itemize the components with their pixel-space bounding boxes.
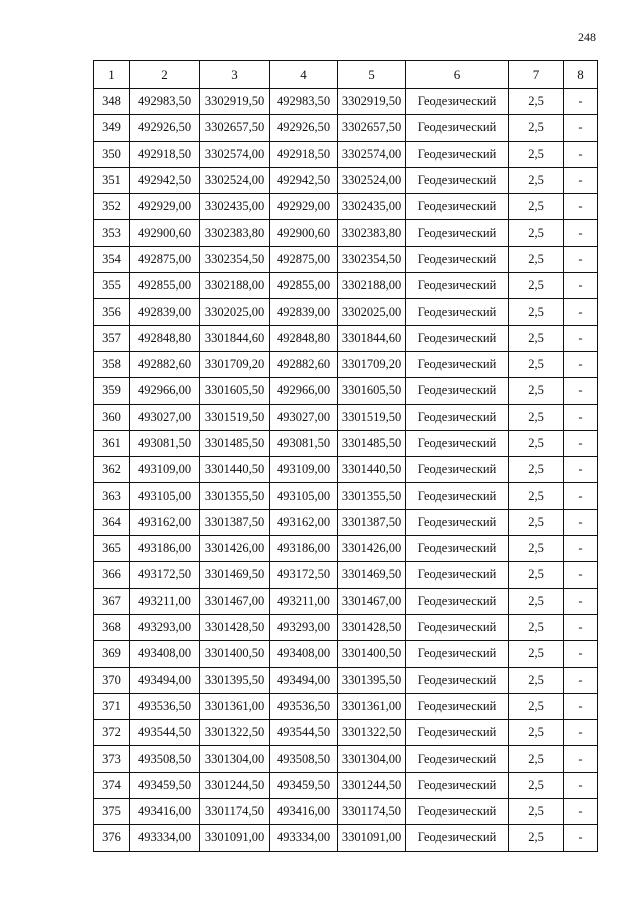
table-cell: 3301485,50 [338, 430, 406, 456]
table-cell: - [564, 457, 598, 483]
table-cell: 364 [94, 509, 130, 535]
table-cell: 493334,00 [130, 825, 200, 851]
table-row [94, 562, 598, 588]
table-cell: 493508,50 [270, 746, 338, 772]
table-cell: 493536,50 [130, 693, 200, 719]
table-cell: 2,5 [509, 483, 564, 509]
table-cell: 2,5 [509, 562, 564, 588]
table-cell: 493186,00 [270, 536, 338, 562]
table-cell: 492875,00 [130, 246, 200, 272]
table-cell: 2,5 [509, 325, 564, 351]
table-cell: 3301322,50 [200, 720, 270, 746]
table-cell: 2,5 [509, 351, 564, 377]
column-header: 1 [94, 61, 130, 89]
table-cell: - [564, 562, 598, 588]
table-cell: 493186,00 [130, 536, 200, 562]
table-cell: 358 [94, 351, 130, 377]
table-cell: 3301091,00 [200, 825, 270, 851]
table-cell: 492966,00 [270, 378, 338, 404]
table-cell: 3301519,50 [200, 404, 270, 430]
table-cell: 2,5 [509, 220, 564, 246]
table-cell: 493416,00 [270, 799, 338, 825]
table-row [94, 220, 598, 246]
table-row [94, 457, 598, 483]
table-cell: 366 [94, 562, 130, 588]
table-cell: 3301605,50 [338, 378, 406, 404]
table-cell: Геодезический [406, 115, 509, 141]
table-cell: 3301467,00 [200, 588, 270, 614]
table-cell: 3301485,50 [200, 430, 270, 456]
table-cell: 2,5 [509, 693, 564, 719]
table-cell: 2,5 [509, 746, 564, 772]
table-cell: 493162,00 [270, 509, 338, 535]
table-cell: 2,5 [509, 509, 564, 535]
table-cell: 2,5 [509, 194, 564, 220]
table-cell: 3301844,60 [200, 325, 270, 351]
table-cell: - [564, 404, 598, 430]
table-cell: - [564, 772, 598, 798]
table-cell: 493162,00 [130, 509, 200, 535]
table-cell: 3302574,00 [200, 141, 270, 167]
table-header [94, 61, 598, 89]
table-row [94, 693, 598, 719]
table-row [94, 430, 598, 456]
table-cell: - [564, 799, 598, 825]
table-cell: Геодезический [406, 720, 509, 746]
column-header: 8 [564, 61, 598, 89]
table-row [94, 89, 598, 115]
table-cell: 2,5 [509, 246, 564, 272]
table-row [94, 483, 598, 509]
table-cell: 2,5 [509, 536, 564, 562]
table-row [94, 825, 598, 851]
table-cell: 3302354,50 [338, 246, 406, 272]
table-cell: 349 [94, 115, 130, 141]
table-cell: Геодезический [406, 641, 509, 667]
table-cell: 3302574,00 [338, 141, 406, 167]
table-cell: 493494,00 [270, 667, 338, 693]
table-row [94, 509, 598, 535]
table-cell: 493211,00 [130, 588, 200, 614]
table-cell: - [564, 273, 598, 299]
table-cell: Геодезический [406, 667, 509, 693]
table-cell: 365 [94, 536, 130, 562]
table-cell: Геодезический [406, 825, 509, 851]
table-cell: 3302435,00 [200, 194, 270, 220]
table-cell: 361 [94, 430, 130, 456]
table-cell: 2,5 [509, 273, 564, 299]
table-cell: 3301355,50 [338, 483, 406, 509]
table-row [94, 273, 598, 299]
table-cell: 3302383,80 [338, 220, 406, 246]
table-cell: - [564, 115, 598, 141]
table-cell: 492875,00 [270, 246, 338, 272]
table-cell: 2,5 [509, 404, 564, 430]
table-row [94, 115, 598, 141]
table-cell: 493459,50 [270, 772, 338, 798]
table-cell: - [564, 483, 598, 509]
table-cell: Геодезический [406, 167, 509, 193]
table-cell: 3301387,50 [338, 509, 406, 535]
table-cell: 3301091,00 [338, 825, 406, 851]
table-cell: 350 [94, 141, 130, 167]
table-row [94, 720, 598, 746]
table-cell: 2,5 [509, 799, 564, 825]
table-row [94, 167, 598, 193]
column-header: 2 [130, 61, 200, 89]
table-cell: 493081,50 [270, 430, 338, 456]
table-cell: 492882,60 [130, 351, 200, 377]
table-cell: 492918,50 [270, 141, 338, 167]
table-cell: - [564, 246, 598, 272]
table-cell: 3302524,00 [200, 167, 270, 193]
table-cell: 370 [94, 667, 130, 693]
table-cell: 3301395,50 [200, 667, 270, 693]
table-cell: Геодезический [406, 457, 509, 483]
table-body [94, 89, 598, 852]
table-cell: Геодезический [406, 325, 509, 351]
table-cell: Геодезический [406, 404, 509, 430]
table-cell: 492848,80 [130, 325, 200, 351]
table-cell: 2,5 [509, 115, 564, 141]
table-cell: 492839,00 [130, 299, 200, 325]
table-cell: 3301304,00 [338, 746, 406, 772]
table-cell: 2,5 [509, 167, 564, 193]
table-cell: Геодезический [406, 378, 509, 404]
table-cell: 375 [94, 799, 130, 825]
table-cell: 2,5 [509, 299, 564, 325]
table-row [94, 246, 598, 272]
table-cell: 492929,00 [270, 194, 338, 220]
table-row [94, 799, 598, 825]
table-cell: 3302025,00 [200, 299, 270, 325]
table-cell: 3301387,50 [200, 509, 270, 535]
page-number: 248 [578, 30, 596, 44]
table-cell: - [564, 141, 598, 167]
table-cell: 3301355,50 [200, 483, 270, 509]
table-cell: - [564, 351, 598, 377]
table-cell: 493081,50 [130, 430, 200, 456]
table-cell: - [564, 378, 598, 404]
table-cell: 493172,50 [270, 562, 338, 588]
table-cell: - [564, 693, 598, 719]
table-cell: 492942,50 [130, 167, 200, 193]
table-row [94, 588, 598, 614]
table-row [94, 614, 598, 640]
table-cell: - [564, 641, 598, 667]
table-cell: 372 [94, 720, 130, 746]
table-cell: 493293,00 [130, 614, 200, 640]
table-cell: 493508,50 [130, 746, 200, 772]
table-cell: 492900,60 [130, 220, 200, 246]
table-cell: 3301174,50 [200, 799, 270, 825]
table-cell: 3301361,00 [200, 693, 270, 719]
table-cell: 3301709,20 [200, 351, 270, 377]
table-cell: 3302188,00 [338, 273, 406, 299]
table-cell: Геодезический [406, 483, 509, 509]
table-cell: 492855,00 [270, 273, 338, 299]
table-cell: 2,5 [509, 378, 564, 404]
table-cell: 493494,00 [130, 667, 200, 693]
table-cell: 376 [94, 825, 130, 851]
table-cell: 3302657,50 [338, 115, 406, 141]
table-cell: - [564, 588, 598, 614]
table-cell: 492942,50 [270, 167, 338, 193]
table-cell: 492900,60 [270, 220, 338, 246]
table-cell: Геодезический [406, 746, 509, 772]
table-cell: 492929,00 [130, 194, 200, 220]
table-cell: Геодезический [406, 693, 509, 719]
table-cell: 3302919,50 [200, 89, 270, 115]
table-cell: 3302919,50 [338, 89, 406, 115]
table-cell: 2,5 [509, 825, 564, 851]
table-cell: 3302188,00 [200, 273, 270, 299]
column-header: 4 [270, 61, 338, 89]
table-cell: 493459,50 [130, 772, 200, 798]
table-cell: Геодезический [406, 141, 509, 167]
table-cell: Геодезический [406, 299, 509, 325]
table-cell: Геодезический [406, 614, 509, 640]
table-cell: 493109,00 [270, 457, 338, 483]
table-cell: 2,5 [509, 457, 564, 483]
table-cell: 362 [94, 457, 130, 483]
table-cell: 363 [94, 483, 130, 509]
table-cell: 3302383,80 [200, 220, 270, 246]
table-cell: 355 [94, 273, 130, 299]
table-cell: 369 [94, 641, 130, 667]
table-cell: 492983,50 [270, 89, 338, 115]
table-cell: Геодезический [406, 273, 509, 299]
table-row [94, 299, 598, 325]
table-header-row [94, 61, 598, 89]
table-cell: 492882,60 [270, 351, 338, 377]
table-cell: 493027,00 [270, 404, 338, 430]
table-cell: 493416,00 [130, 799, 200, 825]
table-cell: - [564, 194, 598, 220]
table-cell: 354 [94, 246, 130, 272]
table-cell: Геодезический [406, 194, 509, 220]
table-cell: 3302524,00 [338, 167, 406, 193]
table-row [94, 141, 598, 167]
table-cell: - [564, 536, 598, 562]
table-cell: 2,5 [509, 430, 564, 456]
table-cell: 3301440,50 [338, 457, 406, 483]
table-cell: 2,5 [509, 667, 564, 693]
table-cell: - [564, 167, 598, 193]
table-row [94, 194, 598, 220]
table-cell: 3301428,50 [338, 614, 406, 640]
table-cell: - [564, 746, 598, 772]
table-cell: 493544,50 [130, 720, 200, 746]
table-cell: 356 [94, 299, 130, 325]
table-cell: - [564, 614, 598, 640]
table-cell: 3301400,50 [338, 641, 406, 667]
table-cell: 3301400,50 [200, 641, 270, 667]
table-cell: 492918,50 [130, 141, 200, 167]
table-cell: - [564, 720, 598, 746]
table-cell: 3301440,50 [200, 457, 270, 483]
table-cell: 493105,00 [130, 483, 200, 509]
table-cell: 493544,50 [270, 720, 338, 746]
table-cell: 348 [94, 89, 130, 115]
table-row [94, 772, 598, 798]
table-cell: 492848,80 [270, 325, 338, 351]
table-cell: 493109,00 [130, 457, 200, 483]
table-cell: 3301322,50 [338, 720, 406, 746]
table-cell: 3301605,50 [200, 378, 270, 404]
table-cell: Геодезический [406, 799, 509, 825]
table-row [94, 667, 598, 693]
table-cell: Геодезический [406, 246, 509, 272]
table-cell: 3302435,00 [338, 194, 406, 220]
table-cell: 492966,00 [130, 378, 200, 404]
table-cell: 493027,00 [130, 404, 200, 430]
table-cell: 492855,00 [130, 273, 200, 299]
table-cell: 492983,50 [130, 89, 200, 115]
table-cell: - [564, 299, 598, 325]
table-cell: Геодезический [406, 430, 509, 456]
table-cell: 3301304,00 [200, 746, 270, 772]
table-cell: 3301844,60 [338, 325, 406, 351]
column-header: 6 [406, 61, 509, 89]
column-header: 5 [338, 61, 406, 89]
table-cell: - [564, 89, 598, 115]
table-cell: 352 [94, 194, 130, 220]
table-cell: 3301174,50 [338, 799, 406, 825]
table-cell: 2,5 [509, 641, 564, 667]
table-cell: 353 [94, 220, 130, 246]
table-cell: 371 [94, 693, 130, 719]
table-cell: 351 [94, 167, 130, 193]
table-cell: 493408,00 [270, 641, 338, 667]
table-cell: 3301467,00 [338, 588, 406, 614]
table-cell: Геодезический [406, 351, 509, 377]
table-cell: - [564, 509, 598, 535]
table-cell: 2,5 [509, 614, 564, 640]
table-cell: 492926,50 [270, 115, 338, 141]
table-cell: 3301469,50 [200, 562, 270, 588]
table-cell: 493536,50 [270, 693, 338, 719]
table-cell: 3301469,50 [338, 562, 406, 588]
table-cell: 367 [94, 588, 130, 614]
table-cell: 3301395,50 [338, 667, 406, 693]
table-row [94, 536, 598, 562]
table-cell: 3301428,50 [200, 614, 270, 640]
table-row [94, 746, 598, 772]
table-cell: 3302657,50 [200, 115, 270, 141]
table-cell: 2,5 [509, 89, 564, 115]
table-cell: 492839,00 [270, 299, 338, 325]
table-cell: 3301361,00 [338, 693, 406, 719]
table-cell: - [564, 220, 598, 246]
table-cell: 360 [94, 404, 130, 430]
table-cell: Геодезический [406, 588, 509, 614]
table-cell: 3302025,00 [338, 299, 406, 325]
table-cell: 3301426,00 [200, 536, 270, 562]
table-cell: 3301426,00 [338, 536, 406, 562]
table-cell: 2,5 [509, 772, 564, 798]
table-row [94, 404, 598, 430]
table-row [94, 325, 598, 351]
table-row [94, 641, 598, 667]
table-cell: 493293,00 [270, 614, 338, 640]
column-header: 3 [200, 61, 270, 89]
table-cell: 2,5 [509, 588, 564, 614]
table-cell: Геодезический [406, 536, 509, 562]
table-cell: Геодезический [406, 89, 509, 115]
table-row [94, 378, 598, 404]
table-cell: - [564, 325, 598, 351]
table-cell: 493172,50 [130, 562, 200, 588]
table-cell: 3301709,20 [338, 351, 406, 377]
table-cell: Геодезический [406, 562, 509, 588]
table-cell: Геодезический [406, 220, 509, 246]
table-cell: Геодезический [406, 772, 509, 798]
table-cell: 2,5 [509, 720, 564, 746]
table-cell: 3302354,50 [200, 246, 270, 272]
table-cell: 3301244,50 [338, 772, 406, 798]
table-cell: 493105,00 [270, 483, 338, 509]
table-cell: 368 [94, 614, 130, 640]
table-cell: 2,5 [509, 141, 564, 167]
table-cell: - [564, 430, 598, 456]
coordinates-table [93, 60, 598, 852]
table-cell: 493211,00 [270, 588, 338, 614]
table-cell: 493408,00 [130, 641, 200, 667]
table-cell: 374 [94, 772, 130, 798]
table-cell: - [564, 667, 598, 693]
column-header: 7 [509, 61, 564, 89]
table-cell: 492926,50 [130, 115, 200, 141]
table-cell: - [564, 825, 598, 851]
table-cell: 373 [94, 746, 130, 772]
table-row [94, 351, 598, 377]
table-cell: Геодезический [406, 509, 509, 535]
table-cell: 357 [94, 325, 130, 351]
table-cell: 493334,00 [270, 825, 338, 851]
table-cell: 3301519,50 [338, 404, 406, 430]
table-cell: 359 [94, 378, 130, 404]
table-cell: 3301244,50 [200, 772, 270, 798]
